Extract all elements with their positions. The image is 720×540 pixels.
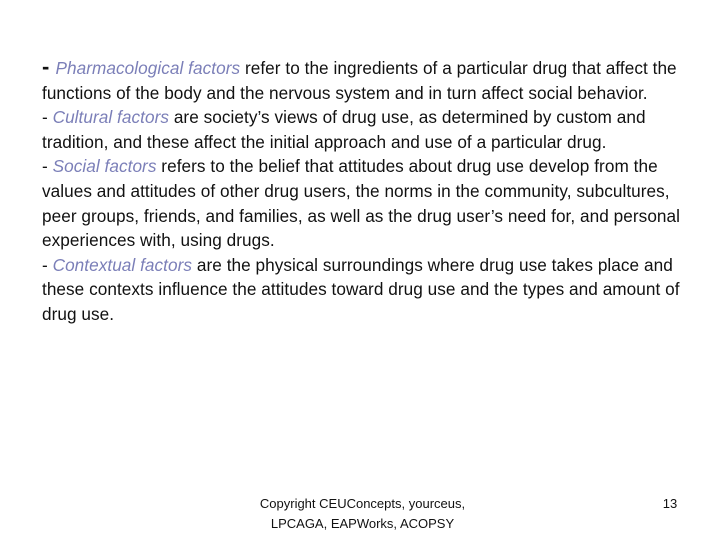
- social-factors-term: Social factors: [52, 156, 157, 177]
- bullet-dash: -: [42, 107, 53, 128]
- bullet-dash: -: [42, 156, 53, 177]
- cultural-factors-text: are society’s views of drug use, as determined by custom and tradition, and these affect the initial approach and use of a particular drug.: [42, 107, 646, 152]
- cultural-factors-paragraph: [42, 105, 682, 154]
- page-number: 13: [662, 496, 678, 511]
- social-factors-paragraph: [42, 154, 682, 252]
- contextual-factors-text: are the physical surroundings where drug use takes place and these contexts influence the attitudes toward drug use and the types and amount of drug use.: [42, 254, 680, 324]
- contextual-factors-paragraph: [42, 253, 682, 327]
- bullet-dash: -: [42, 54, 56, 79]
- slide-body: [42, 55, 682, 327]
- pharmacological-factors-term: Pharmacological factors: [55, 58, 241, 78]
- social-factors-text: refers to the belief that attitudes about drug use develop from the values and attitudes of other drug users, the norms in the community, subcultures, peer groups, friends, and families, as well as the drug user’s need for, and personal experiences with, using drugs.: [42, 156, 681, 251]
- cultural-factors-term: Cultural factors: [52, 107, 169, 128]
- contextual-factors-term: Contextual factors: [52, 254, 193, 275]
- copyright-footer: Copyright CEUConcepts, yourceus, LPCAGA, EAPWorks, ACOPSY: [259, 496, 466, 531]
- pharmacological-factors-text: refer to the ingredients of a particular drug that affect the functions of the body and the nervous system and in turn affect social behavior.: [42, 58, 677, 103]
- bullet-dash: -: [42, 254, 53, 275]
- pharmacological-factors-paragraph: [42, 55, 682, 105]
